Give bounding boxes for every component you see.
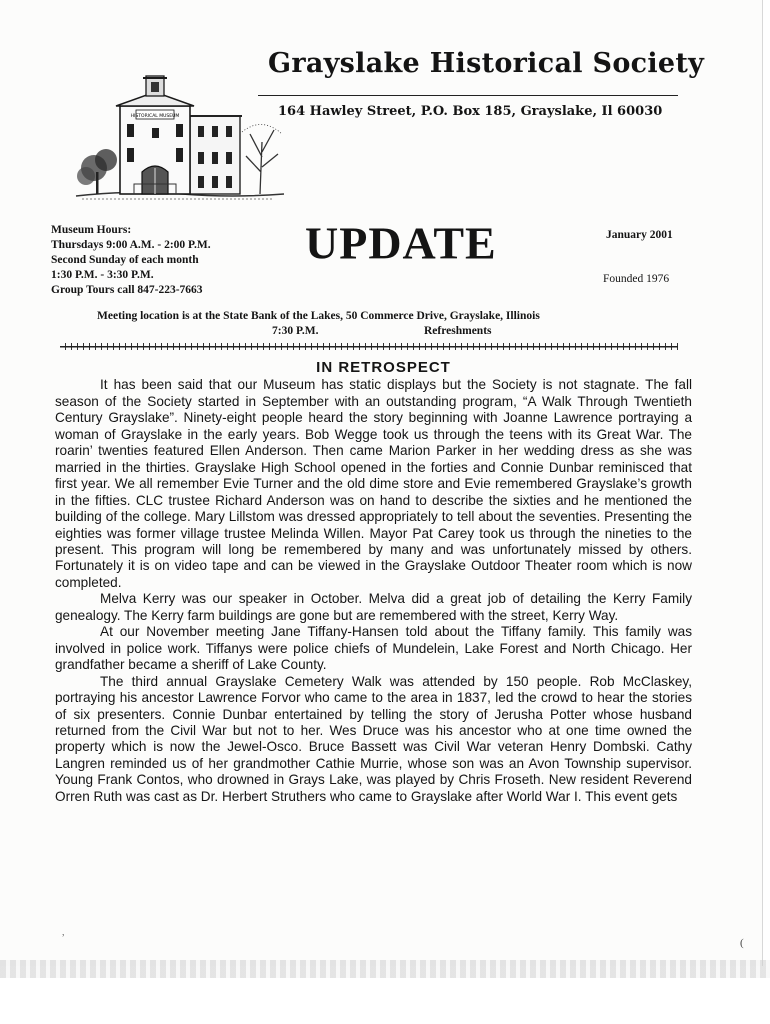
newsletter-title: UPDATE xyxy=(305,218,497,269)
article-paragraph: It has been said that our Museum has static displays but the Society is not stagnate. The fall season of the Society started in September with an outstanding program, “A Walk Through Twentieth Century Grayslake”. Ninety-eight people heard the story beginning with Joanne Lawrence portraying a woman of Grayslake in the early years. Bob Wegge took us through the teens with its Great War. The roarin’ twenties featured Ellen Anderson. Then came Marion Parker in her wedding dress as she was married in the thirties. Grayslake High School opened in the forties and Connie Dunbar reminisced that first year. We all remember Evie Turner and the old dime store and Evie remembered Grayslake’s growth in the fifties. CLC trustee Richard Anderson was on hand to describe the sixties and he mentioned the building of the college. Mary Lillstom was dressed appropriately to tell about the seventies. Presenting the eighties was former village trustee Melinda Willen. Mayor Pat Carey took us through the nineties to the present. This program will long be remembered by many and was unfortunately missed by others. Fortunately it is on video tape and can be viewed in the Grayslake Outdoor Theater room which is now completed. xyxy=(55,377,692,590)
society-address: 164 Hawley Street, P.O. Box 185, Grayslake, Il 60030 xyxy=(278,104,663,119)
article-in-retrospect xyxy=(55,360,692,805)
museum-hours-line: 1:30 P.M. - 3:30 P.M. xyxy=(51,269,154,281)
tree-left-icon xyxy=(77,149,117,194)
article-paragraph: Melva Kerry was our speaker in October. Melva did a great job of detailing the Kerry Family genealogy. The Kerry farm buildings are gone but are remembered with the street, Kerry Way. xyxy=(55,591,692,623)
refreshments-note: Refreshments xyxy=(424,325,492,337)
building-sign-text: HISTORICAL MUSEUM xyxy=(130,114,180,119)
group-tours-line: Group Tours call 847-223-7663 xyxy=(51,284,203,296)
museum-hours-line: Thursdays 9:00 A.M. - 2:00 P.M. xyxy=(51,239,211,251)
article-heading: IN RETROSPECT xyxy=(316,359,451,376)
page-edge xyxy=(0,960,770,978)
tree-right-icon xyxy=(242,124,282,194)
article-paragraph: The third annual Grayslake Cemetery Walk was attended by 150 people. Rob McClaskey, portraying his ancestor Lawrence Forvor who came to the area in 1837, led the crowd to hear the stories of six presenters. Connie Dunbar entertained by telling the story of Jerusha Potter whose husband returned from the Civil War but not to her. Wes Druce was his ancestor who at one time owned the property which is now the Jewel-Osco. Bruce Bassett was Civil War veteran Henry Dombski. Cathy Langren reminded us of her grandmother Cathie Murrie, whose son was an Avon Township supervisor. Young Frank Contos, who drowned in Grays Lake, was played by Chris Froseth. New resident Reverend Orren Ruth was cast as Dr. Herbert Struthers who came to Grayslake after World War I. This event gets xyxy=(55,673,692,804)
meeting-location: Meeting location is at the State Bank of the Lakes, 50 Commerce Drive, Grayslake, Illinois xyxy=(97,310,540,322)
article-paragraph: At our November meeting Jane Tiffany-Hansen told about the Tiffany family. This family was involved in police work. Tiffanys were police chiefs of Mundelein, Lake Forest and North Chicago. Her grandfather became a sheriff of Lake County. xyxy=(55,624,692,673)
section-divider xyxy=(60,343,678,350)
scan-mark: ( xyxy=(740,937,744,949)
museum-building-illustration xyxy=(72,72,287,204)
scan-mark: , xyxy=(62,927,65,938)
museum-hours-line: Second Sunday of each month xyxy=(51,254,199,266)
founded-year: Founded 1976 xyxy=(603,273,670,285)
museum-hours-heading: Museum Hours: xyxy=(51,224,132,236)
museum-hours xyxy=(51,223,211,298)
meeting-time: 7:30 P.M. xyxy=(272,325,319,337)
society-name: Grayslake Historical Society xyxy=(268,48,705,79)
issue-date: January 2001 xyxy=(606,229,673,241)
title-rule xyxy=(258,95,678,96)
